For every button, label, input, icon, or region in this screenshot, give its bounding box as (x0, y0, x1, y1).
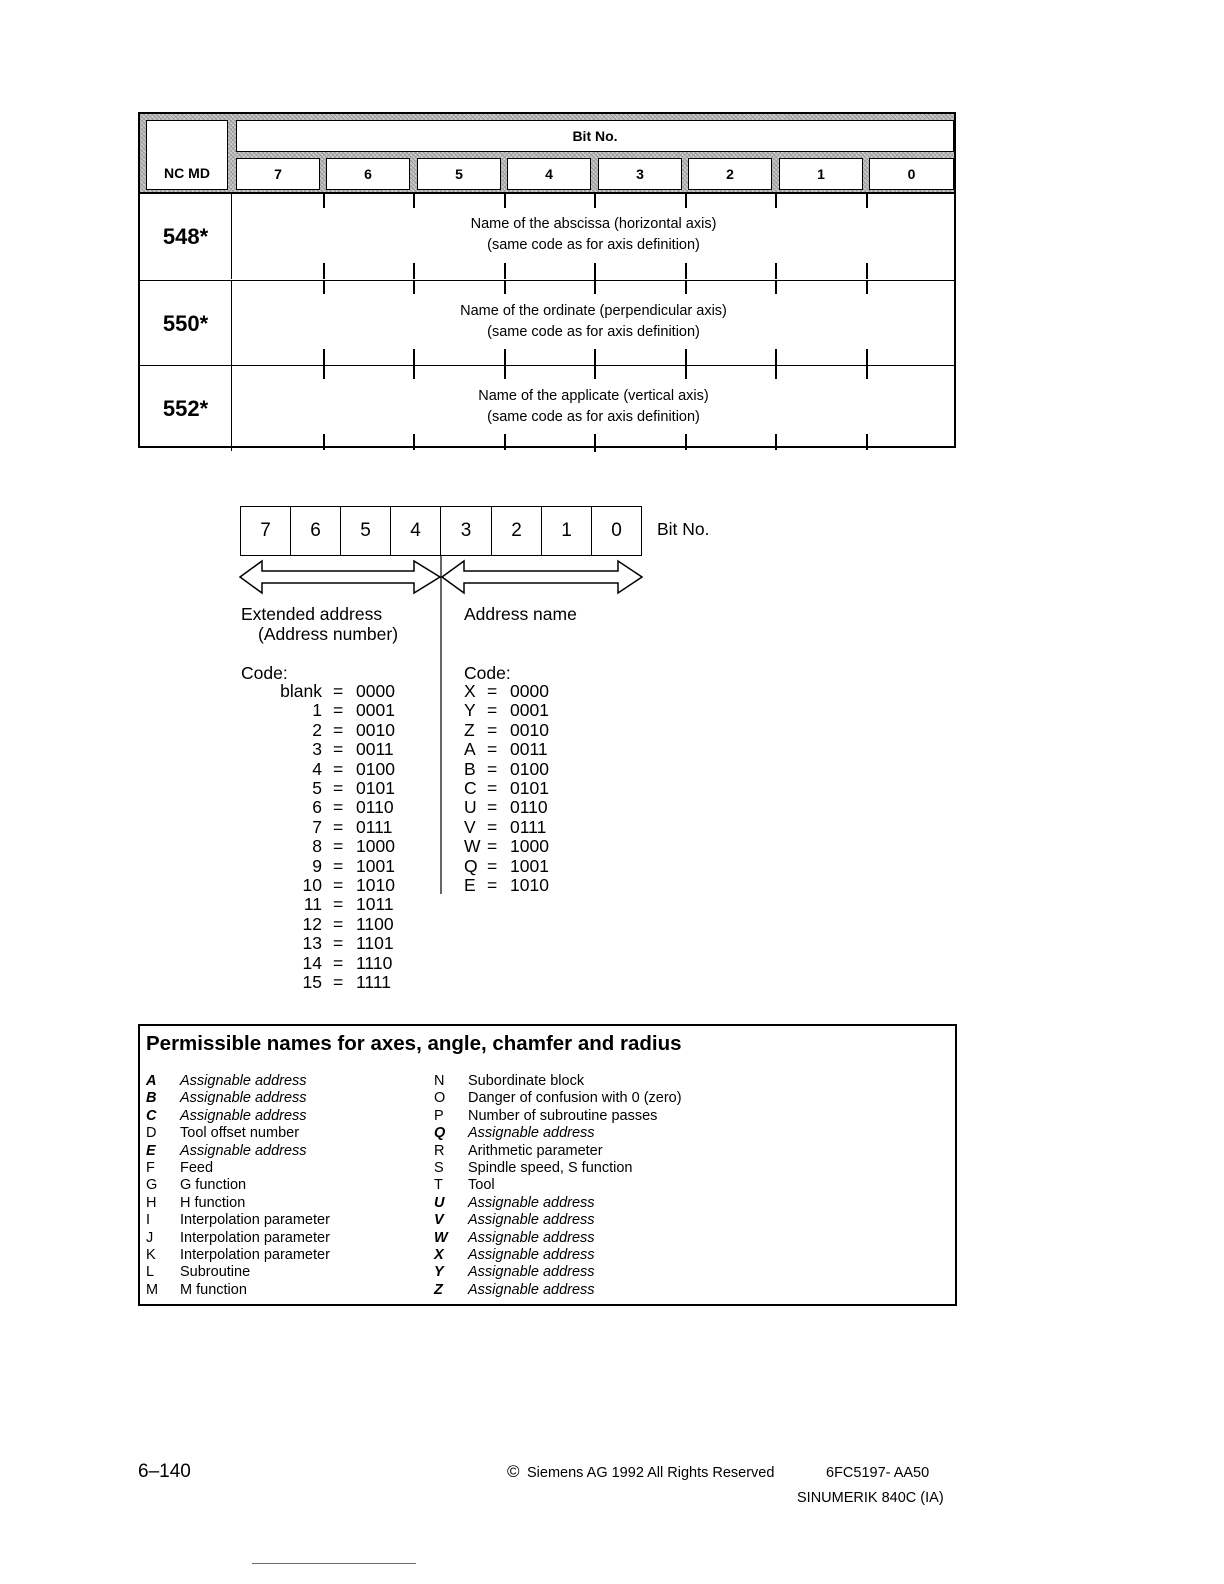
table-row (140, 280, 954, 366)
tick-mark (685, 194, 687, 208)
tick-mark (775, 365, 777, 379)
code-key: 15 (302, 972, 322, 992)
code-key: 12 (302, 913, 322, 934)
copyright-icon: © (507, 1462, 520, 1481)
name-item (434, 1125, 682, 1142)
code-equals: = (333, 952, 344, 973)
tick-mark (323, 194, 325, 208)
row-desc-line1: Name of the applicate (vertical axis) (478, 388, 709, 404)
names-right-list (434, 1073, 682, 1299)
name-description: Interpolation parameter (180, 1229, 330, 1246)
code-key: V (464, 816, 476, 837)
code-equals: = (333, 972, 344, 992)
code-value: 0001 (510, 700, 549, 721)
code-value: 1010 (510, 875, 549, 895)
code-value: 0111 (356, 816, 393, 837)
name-description: Assignable address (180, 1073, 307, 1089)
code-equals: = (333, 836, 344, 857)
code-value: 1000 (356, 836, 395, 857)
code-value: 0010 (356, 719, 395, 740)
name-item (434, 1073, 682, 1090)
tick-mark (594, 280, 596, 294)
code-key: A (464, 739, 476, 760)
code-row (240, 954, 410, 973)
code-key: 13 (302, 933, 322, 954)
row-id: 552* (140, 366, 232, 451)
bit-header-1: 1 (779, 158, 863, 190)
code-value: 0100 (510, 758, 549, 779)
code-key: E (464, 875, 476, 895)
code-row (464, 721, 564, 740)
tick-mark (866, 194, 868, 208)
name-description: Assignable address (180, 1142, 307, 1159)
bit-header-4: 4 (507, 158, 591, 190)
tick-mark (594, 194, 596, 208)
names-left-list (146, 1073, 330, 1299)
name-description: Assignable address (468, 1264, 595, 1281)
name-item (146, 1264, 330, 1281)
name-letter: C (146, 1107, 157, 1124)
code-row (464, 740, 564, 759)
name-description: H function (180, 1194, 246, 1211)
bit-header-2: 2 (688, 158, 772, 190)
row-desc-line1: Name of the abscissa (horizontal axis) (470, 216, 717, 232)
name-description: Interpolation parameter (180, 1246, 330, 1263)
name-description: Assignable address (468, 1212, 595, 1229)
code-key: Y (464, 700, 476, 721)
code-value: 0110 (510, 797, 548, 818)
code-key: X (464, 681, 476, 701)
name-item (146, 1195, 330, 1212)
name-description: Danger of confusion with 0 (zero) (468, 1090, 682, 1107)
name-letter: U (434, 1194, 445, 1211)
code-equals: = (487, 875, 498, 895)
tick-mark (775, 280, 777, 294)
permissible-names-box (138, 1024, 957, 1306)
name-description: Interpolation parameter (180, 1212, 330, 1229)
code-key: 14 (302, 952, 322, 973)
name-letter: F (146, 1159, 155, 1176)
code-equals: = (333, 719, 344, 740)
code-value: 0100 (356, 758, 395, 779)
name-letter: Q (434, 1125, 446, 1142)
diagram-bit-5: 5 (340, 506, 391, 556)
code-value: 0011 (356, 739, 394, 760)
right-code-label: Code: (464, 663, 511, 683)
name-description: Assignable address (180, 1090, 307, 1107)
code-value: 0111 (510, 816, 547, 837)
code-row (464, 798, 564, 817)
code-row (240, 895, 410, 914)
name-letter: K (146, 1246, 156, 1263)
row-description (233, 301, 954, 343)
bit-header-0: 0 (869, 158, 954, 190)
row-desc-line1: Name of the ordinate (perpendicular axis) (460, 303, 727, 319)
tick-mark (594, 434, 596, 452)
code-equals: = (333, 913, 344, 934)
name-letter: H (146, 1194, 157, 1211)
code-equals: = (487, 681, 498, 701)
code-key: Q (464, 855, 478, 876)
name-description: M function (180, 1281, 247, 1298)
tick-mark (594, 263, 596, 281)
name-letter: S (434, 1159, 444, 1176)
name-item (434, 1264, 682, 1281)
code-value: 1001 (356, 855, 395, 876)
left-subtitle: (Address number) (258, 624, 399, 644)
name-letter: M (146, 1281, 159, 1298)
code-key: 7 (312, 816, 322, 837)
tick-mark (866, 365, 868, 379)
names-title: Permissible names for axes, angle, chamfer and radius (146, 1032, 682, 1055)
code-key: 10 (302, 875, 322, 895)
code-value: 1011 (356, 894, 394, 915)
code-equals: = (333, 681, 344, 701)
tick-mark (504, 349, 506, 365)
code-value: 1101 (356, 933, 394, 954)
tick-mark (413, 434, 415, 450)
code-row (240, 798, 410, 817)
row-id: 548* (140, 194, 232, 279)
left-code-label: Code: (241, 663, 288, 683)
ncmd-header-cell: NC MD (146, 120, 228, 190)
code-value: 0000 (510, 681, 549, 701)
code-key: 4 (312, 758, 322, 779)
copyright-text: Siemens AG 1992 All Rights Reserved (527, 1465, 775, 1481)
name-letter: G (146, 1177, 158, 1194)
code-key: B (464, 758, 476, 779)
code-equals: = (487, 778, 498, 798)
tick-mark (413, 280, 415, 294)
tick-mark (413, 263, 415, 279)
row-desc-line2: (same code as for axis definition) (487, 409, 700, 425)
tick-mark (413, 194, 415, 208)
tick-mark (685, 365, 687, 379)
row-desc-line2: (same code as for axis definition) (487, 324, 700, 340)
name-description: Number of subroutine passes (468, 1107, 658, 1124)
code-value: 1111 (356, 972, 392, 992)
bit-header-3: 3 (598, 158, 682, 190)
code-value: 0101 (356, 778, 395, 798)
tick-mark (323, 263, 325, 279)
name-item (434, 1177, 682, 1194)
bit-header-7: 7 (236, 158, 320, 190)
tick-mark (685, 434, 687, 450)
name-description: Assignable address (180, 1107, 307, 1124)
name-description: Tool offset number (180, 1125, 300, 1142)
tick-mark (413, 349, 415, 365)
code-key: 6 (312, 797, 322, 818)
code-value: 1110 (356, 952, 393, 973)
bit-header-5: 5 (417, 158, 501, 190)
diagram-bit-4: 4 (390, 506, 441, 556)
tick-mark (323, 349, 325, 365)
tick-mark (866, 263, 868, 279)
code-equals: = (487, 719, 498, 740)
code-value: 0001 (356, 700, 395, 721)
tick-mark (594, 365, 596, 379)
code-value: 0011 (510, 739, 548, 760)
name-description: Arithmetic parameter (468, 1142, 603, 1159)
code-equals: = (333, 933, 344, 954)
table-row (140, 194, 954, 279)
tick-mark (685, 349, 687, 365)
name-letter: A (146, 1073, 157, 1089)
code-row (240, 973, 410, 992)
table-header (140, 114, 954, 194)
code-row (240, 934, 410, 953)
code-equals: = (487, 855, 498, 876)
code-key: C (464, 778, 477, 798)
code-row (464, 837, 564, 856)
name-item (146, 1073, 330, 1090)
code-equals: = (333, 758, 344, 779)
name-letter: Z (434, 1281, 443, 1298)
code-equals: = (333, 700, 344, 721)
code-equals: = (333, 855, 344, 876)
code-key: 2 (312, 719, 322, 740)
code-equals: = (333, 816, 344, 837)
diagram-bit-1: 1 (541, 506, 592, 556)
code-row (240, 701, 410, 720)
name-item (146, 1108, 330, 1125)
code-key: U (464, 797, 477, 818)
name-letter: V (434, 1212, 444, 1229)
name-item (434, 1090, 682, 1107)
name-letter: J (146, 1229, 154, 1246)
code-row (240, 818, 410, 837)
name-item (434, 1230, 682, 1247)
code-equals: = (487, 836, 498, 857)
name-item (146, 1143, 330, 1160)
name-item (434, 1212, 682, 1229)
code-equals: = (487, 816, 498, 837)
name-description: Subordinate block (468, 1073, 585, 1089)
name-letter: Y (434, 1264, 444, 1281)
tick-mark (323, 434, 325, 450)
code-row (464, 760, 564, 779)
right-range-arrow-icon (442, 561, 642, 593)
name-item (146, 1212, 330, 1229)
name-letter: I (146, 1212, 151, 1229)
row-desc-line2: (same code as for axis definition) (487, 237, 700, 253)
name-item (146, 1177, 330, 1194)
code-row (464, 818, 564, 837)
name-letter: D (146, 1125, 157, 1142)
diagram-bit-7: 7 (240, 506, 291, 556)
code-key: 5 (312, 778, 322, 798)
code-equals: = (487, 739, 498, 760)
tick-mark (504, 194, 506, 208)
code-row (240, 682, 410, 701)
name-description: Spindle speed, S function (468, 1159, 633, 1176)
name-item (146, 1230, 330, 1247)
code-value: 1100 (356, 913, 394, 934)
product-name: SINUMERIK 840C (IA) (797, 1490, 944, 1506)
tick-mark (866, 349, 868, 365)
name-item (146, 1247, 330, 1264)
tick-mark (413, 365, 415, 379)
tick-mark (323, 365, 325, 379)
name-letter: X (434, 1246, 444, 1263)
code-equals: = (333, 778, 344, 798)
diagram-bit-3: 3 (440, 506, 492, 556)
code-equals: = (487, 758, 498, 779)
name-description: Assignable address (468, 1246, 595, 1263)
footer-link-underline (252, 1563, 416, 1564)
name-letter: E (146, 1142, 156, 1159)
name-letter: R (434, 1142, 445, 1159)
name-item (434, 1247, 682, 1264)
name-item (146, 1125, 330, 1142)
row-description (233, 214, 954, 256)
tick-mark (775, 434, 777, 450)
tick-mark (685, 263, 687, 279)
name-description: Assignable address (468, 1125, 595, 1142)
code-equals: = (333, 894, 344, 915)
name-description: Assignable address (468, 1194, 595, 1211)
tick-mark (775, 263, 777, 279)
ncmd-table (138, 112, 956, 448)
code-key: 11 (303, 894, 322, 915)
code-row (240, 721, 410, 740)
tick-mark (866, 280, 868, 294)
order-number: 6FC5197- AA50 (826, 1465, 930, 1481)
tick-mark (866, 434, 868, 450)
tick-mark (775, 349, 777, 365)
name-description: Tool (468, 1177, 495, 1194)
diagram-bit-0: 0 (591, 506, 642, 556)
row-id: 550* (140, 281, 232, 366)
code-value: 1001 (510, 855, 549, 876)
code-key: W (464, 836, 481, 857)
diagram-bit-2: 2 (491, 506, 542, 556)
bitno-header-cell: Bit No. (236, 120, 954, 152)
code-value: 0110 (356, 797, 394, 818)
code-equals: = (487, 797, 498, 818)
code-row (240, 740, 410, 759)
code-row (240, 760, 410, 779)
left-title: Extended address (241, 604, 383, 624)
name-description: Assignable address (468, 1281, 595, 1298)
right-title: Address name (464, 604, 577, 624)
name-item (434, 1282, 682, 1299)
code-row (464, 857, 564, 876)
page-number: 6–140 (138, 1461, 191, 1482)
name-item (434, 1108, 682, 1125)
name-letter: W (434, 1229, 448, 1246)
name-item (146, 1282, 330, 1299)
name-item (434, 1195, 682, 1212)
code-equals: = (333, 797, 344, 818)
code-row (240, 779, 410, 798)
code-key: 3 (312, 739, 322, 760)
code-value: 0101 (510, 778, 549, 798)
diagram-bit-6: 6 (290, 506, 341, 556)
name-letter: N (434, 1073, 445, 1089)
name-description: G function (180, 1177, 247, 1194)
row-description (233, 386, 954, 428)
name-item (146, 1160, 330, 1177)
code-row (240, 837, 410, 856)
code-key: blank (280, 681, 322, 701)
tick-mark (685, 280, 687, 294)
code-key: 8 (312, 836, 322, 857)
name-item (434, 1143, 682, 1160)
code-row (240, 857, 410, 876)
code-key: 1 (312, 700, 322, 721)
code-equals: = (333, 739, 344, 760)
name-letter: P (434, 1107, 444, 1124)
code-row (464, 682, 564, 701)
name-item (146, 1090, 330, 1107)
tick-mark (775, 194, 777, 208)
code-value: 1010 (356, 875, 395, 895)
name-letter: T (434, 1177, 443, 1194)
name-description: Assignable address (468, 1229, 595, 1246)
name-item (434, 1160, 682, 1177)
tick-mark (504, 263, 506, 279)
code-row (464, 779, 564, 798)
code-key: 9 (312, 855, 322, 876)
code-value: 0010 (510, 719, 549, 740)
bit-header-6: 6 (326, 158, 410, 190)
tick-mark (504, 434, 506, 450)
code-row (240, 915, 410, 934)
code-value: 1000 (510, 836, 549, 857)
code-row (464, 701, 564, 720)
table-row (140, 365, 954, 451)
code-value: 0000 (356, 681, 395, 701)
code-equals: = (487, 700, 498, 721)
diagram-bitno-label: Bit No. (657, 519, 710, 539)
tick-mark (504, 280, 506, 294)
name-description: Feed (180, 1159, 214, 1176)
tick-mark (504, 365, 506, 379)
name-letter: L (146, 1264, 155, 1281)
name-letter: B (146, 1090, 157, 1107)
name-description: Subroutine (180, 1264, 251, 1281)
code-row (464, 876, 564, 895)
name-letter: O (434, 1090, 446, 1107)
tick-mark (323, 280, 325, 294)
code-row (240, 876, 410, 895)
left-range-arrow-icon (240, 561, 440, 593)
code-equals: = (333, 875, 344, 895)
code-key: Z (464, 719, 475, 740)
